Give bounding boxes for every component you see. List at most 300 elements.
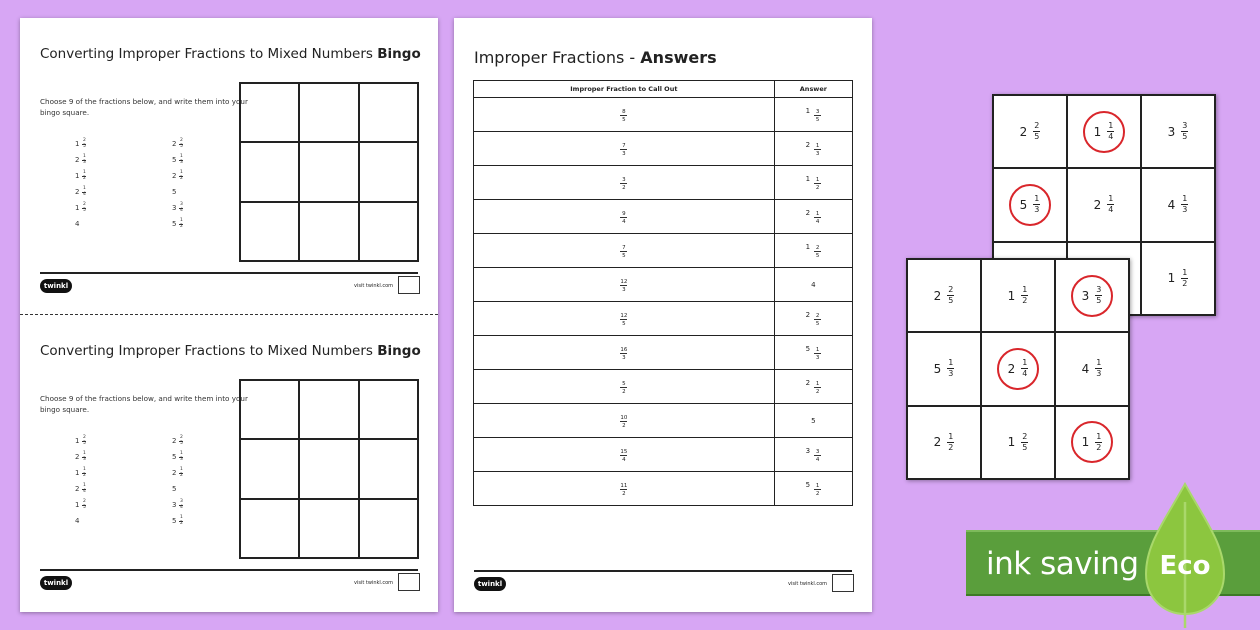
- quality-badge-icon: [398, 276, 420, 294]
- bingo-instructions: Choose 9 of the fractions below, and write them into your bingo square.: [40, 394, 248, 414]
- denominator: 2: [1096, 442, 1102, 452]
- table-row: [474, 132, 853, 166]
- fraction: [82, 436, 86, 446]
- bingo-sheet: [20, 18, 438, 612]
- improper-fraction-cell: [474, 132, 775, 166]
- answers-sheet: [454, 18, 872, 612]
- board-cell: [993, 95, 1067, 168]
- bingo-title: Converting Improper Fractions to Mixed Numbers Bingo: [40, 343, 421, 359]
- table-row: [474, 370, 853, 404]
- list-item: [172, 216, 183, 232]
- fraction: [82, 203, 86, 213]
- visit-link: visit twinkl.com: [354, 283, 394, 289]
- numerator: 1: [1096, 431, 1102, 441]
- improper-fraction-cell: [474, 200, 775, 234]
- fraction: [620, 347, 627, 361]
- numerator: 3: [180, 499, 183, 504]
- numerator: 7: [622, 244, 626, 251]
- fraction: [82, 155, 86, 165]
- whole-number: 1: [805, 242, 811, 251]
- eco-badge-text: Eco: [1159, 551, 1211, 581]
- numerator: 2: [1034, 121, 1040, 131]
- answer-cell: [774, 438, 852, 472]
- board-cell: [907, 406, 981, 479]
- denominator: 4: [1022, 369, 1028, 379]
- whole-number: 1: [75, 140, 80, 148]
- whole-number: 3: [1167, 124, 1176, 139]
- numerator: 1: [1108, 194, 1114, 204]
- denominator: 2: [1182, 278, 1188, 288]
- numerator: 2: [83, 202, 86, 207]
- numerator: 1: [83, 170, 86, 175]
- list-item: [172, 465, 183, 481]
- board-cell: [981, 259, 1055, 332]
- whole-number: 2: [172, 437, 177, 445]
- numerator: 1: [83, 451, 86, 456]
- list-item: [172, 513, 183, 529]
- denominator: 5: [83, 441, 86, 446]
- denominator: 5: [83, 505, 86, 510]
- fraction: [947, 359, 954, 378]
- whole-number: 2: [933, 435, 942, 450]
- denominator: 2: [180, 224, 183, 229]
- fraction: [620, 483, 627, 497]
- numerator: 1: [180, 154, 183, 159]
- answer-cell: [774, 302, 852, 336]
- denominator: 2: [948, 442, 954, 452]
- fraction-bar: [1095, 295, 1102, 296]
- table-row: [474, 336, 853, 370]
- whole-number: 2: [172, 469, 177, 477]
- whole-number: 1: [75, 437, 80, 445]
- fraction: [620, 279, 627, 293]
- whole-number: 2: [1093, 197, 1102, 212]
- numerator: 1: [948, 431, 954, 441]
- board-cell: [981, 406, 1055, 479]
- numerator: 1: [1034, 194, 1040, 204]
- board-cell: [907, 259, 981, 332]
- denominator: 2: [180, 521, 183, 526]
- denominator: 3: [83, 160, 86, 165]
- whole-number: 1: [75, 204, 80, 212]
- whole-number: 4: [75, 517, 80, 525]
- fraction: [1021, 359, 1028, 378]
- bingo-card-bottom: [20, 315, 438, 612]
- fraction-list-b: [172, 136, 183, 232]
- denominator: 4: [622, 456, 626, 463]
- fraction: [179, 500, 183, 510]
- whole-number: 2: [805, 208, 811, 217]
- table-row: [474, 404, 853, 438]
- fraction-list-b: [172, 433, 183, 529]
- fraction: [1021, 286, 1028, 305]
- answer-cell: [774, 234, 852, 268]
- numerator: 1: [180, 467, 183, 472]
- whole-number: 3: [172, 501, 177, 509]
- fraction: [1095, 433, 1102, 452]
- fraction: [82, 187, 86, 197]
- fraction: [1033, 195, 1040, 214]
- improper-fraction-cell: [474, 302, 775, 336]
- denominator: 3: [180, 160, 183, 165]
- answer-cell: [774, 268, 852, 302]
- fraction: [814, 381, 821, 395]
- whole-number: 4: [75, 220, 80, 228]
- whole-number: 1: [1007, 435, 1016, 450]
- numerator: 9: [622, 210, 626, 217]
- denominator: 4: [83, 489, 86, 494]
- whole-number: 4: [1167, 197, 1176, 212]
- denominator: 4: [83, 192, 86, 197]
- fraction: [179, 203, 183, 213]
- fraction: [814, 313, 821, 327]
- fraction: [814, 449, 821, 463]
- numerator: 15: [620, 448, 628, 455]
- fraction: [814, 109, 821, 123]
- eco-leaf-icon: [1144, 482, 1226, 628]
- fraction: [814, 143, 821, 157]
- denominator: 3: [622, 354, 626, 361]
- numerator: 8: [622, 108, 626, 115]
- denominator: 4: [815, 218, 820, 225]
- numerator: 1: [83, 186, 86, 191]
- twinkl-logo: twinkl: [40, 279, 72, 293]
- fraction: [1181, 195, 1188, 214]
- whole-number: 1: [805, 174, 811, 183]
- numerator: 2: [83, 499, 86, 504]
- whole-number: 2: [805, 140, 811, 149]
- numerator: 3: [815, 448, 820, 455]
- board-cell-circled: [981, 332, 1055, 405]
- denominator: 5: [1034, 132, 1040, 142]
- list-item: [75, 481, 86, 497]
- fraction: [947, 286, 954, 305]
- numerator: 1: [815, 142, 820, 149]
- ink-saving-text: ink saving: [986, 546, 1139, 582]
- numerator: 1: [815, 380, 820, 387]
- denominator: 3: [815, 354, 820, 361]
- denominator: 2: [180, 176, 183, 181]
- denominator: 2: [180, 473, 183, 478]
- fraction: [620, 143, 627, 157]
- fraction: [1107, 122, 1114, 141]
- fraction: [179, 155, 183, 165]
- fraction: [620, 245, 627, 259]
- improper-fraction-cell: [474, 234, 775, 268]
- answer-cell: [774, 200, 852, 234]
- numerator: 7: [622, 142, 626, 149]
- denominator: 5: [180, 144, 183, 149]
- list-item: [172, 497, 183, 513]
- board-cell: [907, 332, 981, 405]
- fraction: [620, 381, 627, 395]
- numerator: 1: [815, 482, 820, 489]
- whole-number: 1: [75, 172, 80, 180]
- bingo-title: Converting Improper Fractions to Mixed Numbers Bingo: [40, 46, 421, 62]
- board-cell-circled: [1067, 95, 1141, 168]
- fraction: [82, 500, 86, 510]
- fraction: [814, 177, 821, 191]
- numerator: 1: [948, 358, 954, 368]
- fraction: [82, 171, 86, 181]
- board-cell: [1055, 332, 1129, 405]
- whole-number: 3: [1081, 288, 1090, 303]
- denominator: 5: [83, 208, 86, 213]
- quality-badge-icon: [398, 573, 420, 591]
- denominator: 3: [622, 150, 626, 157]
- fraction: [620, 313, 627, 327]
- answer-cell: [774, 370, 852, 404]
- whole-number: 5: [172, 453, 177, 461]
- table-row: [474, 98, 853, 132]
- table-row: [474, 302, 853, 336]
- denominator: 5: [1182, 132, 1188, 142]
- fraction: [1181, 122, 1188, 141]
- fraction: [814, 211, 821, 225]
- improper-fraction-cell: [474, 404, 775, 438]
- fraction: [179, 516, 183, 526]
- whole-number: 1: [1007, 288, 1016, 303]
- list-item: [75, 449, 86, 465]
- numerator: 2: [83, 138, 86, 143]
- denominator: 2: [83, 176, 86, 181]
- improper-fraction-cell: [474, 370, 775, 404]
- whole-number: 1: [1093, 124, 1102, 139]
- fraction: [814, 483, 821, 497]
- numerator: 16: [620, 346, 628, 353]
- col-header-fraction: Improper Fraction to Call Out: [474, 81, 775, 98]
- denominator: 2: [622, 422, 626, 429]
- whole-number: 3: [805, 446, 811, 455]
- numerator: 2: [1022, 431, 1028, 441]
- numerator: 1: [1108, 121, 1114, 131]
- footer-line: [474, 570, 852, 572]
- numerator: 1: [1096, 358, 1102, 368]
- col-header-answer: Answer: [774, 81, 852, 98]
- denominator: 5: [622, 116, 626, 123]
- fraction: [1095, 359, 1102, 378]
- numerator: 1: [180, 170, 183, 175]
- fraction: [82, 468, 86, 478]
- whole-number: 4: [1081, 361, 1090, 376]
- denominator: 3: [1182, 205, 1188, 215]
- numerator: 1: [1182, 194, 1188, 204]
- whole-number: 2: [75, 453, 80, 461]
- fraction: [179, 171, 183, 181]
- fraction: [620, 211, 627, 225]
- board-cell: [1141, 242, 1215, 315]
- whole-number: 2: [933, 288, 942, 303]
- numerator: 1: [180, 515, 183, 520]
- denominator: 5: [948, 296, 954, 306]
- numerator: 3: [622, 176, 626, 183]
- board-cell-circled: [1055, 406, 1129, 479]
- list-item: [172, 184, 183, 200]
- numerator: 2: [815, 244, 820, 251]
- numerator: 1: [180, 218, 183, 223]
- list-item: [75, 200, 86, 216]
- whole-number: 3: [172, 204, 177, 212]
- numerator: 3: [815, 108, 820, 115]
- whole-number: 1: [75, 469, 80, 477]
- numerator: 1: [815, 176, 820, 183]
- whole-number: 5: [811, 416, 816, 425]
- fraction-bar: [1095, 442, 1102, 443]
- whole-number: 2: [75, 485, 80, 493]
- numerator: 1: [1022, 358, 1028, 368]
- whole-number: 5: [933, 361, 942, 376]
- answer-cell: [774, 98, 852, 132]
- fraction-list-a: [75, 136, 86, 232]
- whole-number: 5: [172, 485, 177, 493]
- whole-number: 1: [805, 106, 811, 115]
- denominator: 5: [180, 441, 183, 446]
- visit-link: visit twinkl.com: [788, 581, 828, 587]
- fraction: [620, 415, 627, 429]
- list-item: [172, 449, 183, 465]
- denominator: 5: [815, 252, 820, 259]
- denominator: 4: [180, 208, 183, 213]
- list-item: [172, 433, 183, 449]
- whole-number: 5: [1019, 197, 1028, 212]
- whole-number: 2: [805, 310, 811, 319]
- list-item: [75, 136, 86, 152]
- numerator: 1: [1182, 267, 1188, 277]
- bingo-card-top: [20, 18, 438, 315]
- denominator: 2: [815, 490, 820, 497]
- fraction: [179, 452, 183, 462]
- list-item: [75, 216, 86, 232]
- table-row: [474, 166, 853, 200]
- numerator: 5: [622, 380, 626, 387]
- denominator: 2: [622, 388, 626, 395]
- fraction: [179, 219, 183, 229]
- whole-number: 5: [805, 344, 811, 353]
- denominator: 3: [948, 369, 954, 379]
- footer-line: [40, 569, 418, 571]
- list-item: [172, 152, 183, 168]
- improper-fraction-cell: [474, 472, 775, 506]
- board-cell-circled: [993, 168, 1067, 241]
- denominator: 3: [180, 457, 183, 462]
- whole-number: 5: [172, 517, 177, 525]
- fraction: [82, 452, 86, 462]
- list-item: [75, 184, 86, 200]
- fraction: [1181, 269, 1188, 288]
- denominator: 2: [815, 388, 820, 395]
- list-item: [75, 465, 86, 481]
- bingo-board-front: [906, 258, 1130, 480]
- list-item: [172, 136, 183, 152]
- twinkl-logo: twinkl: [474, 577, 506, 591]
- fraction: [814, 347, 821, 361]
- table-row: [474, 268, 853, 302]
- denominator: 2: [83, 473, 86, 478]
- denominator: 2: [1022, 296, 1028, 306]
- fraction: [1033, 122, 1040, 141]
- bingo-grid: [239, 379, 419, 559]
- list-item: [172, 168, 183, 184]
- numerator: 11: [620, 482, 628, 489]
- whole-number: 2: [75, 188, 80, 196]
- table-row: [474, 472, 853, 506]
- numerator: 2: [180, 435, 183, 440]
- numerator: 1: [83, 483, 86, 488]
- numerator: 2: [180, 138, 183, 143]
- numerator: 3: [1182, 121, 1188, 131]
- fraction: [179, 468, 183, 478]
- board-cell: [1067, 168, 1141, 241]
- fraction: [814, 245, 821, 259]
- numerator: 1: [815, 346, 820, 353]
- visit-link: visit twinkl.com: [354, 580, 394, 586]
- whole-number: 1: [1167, 271, 1176, 286]
- fraction: [179, 139, 183, 149]
- denominator: 5: [1096, 296, 1102, 306]
- improper-fraction-cell: [474, 336, 775, 370]
- improper-fraction-cell: [474, 438, 775, 472]
- fraction: [1021, 433, 1028, 452]
- improper-fraction-cell: [474, 98, 775, 132]
- whole-number: 2: [805, 378, 811, 387]
- numerator: 2: [815, 312, 820, 319]
- fraction: [82, 484, 86, 494]
- fraction-bar: [1107, 131, 1114, 132]
- answer-cell: [774, 472, 852, 506]
- list-item: [75, 497, 86, 513]
- table-row: [474, 200, 853, 234]
- fraction: [620, 109, 627, 123]
- fraction: [620, 449, 627, 463]
- denominator: 5: [1022, 442, 1028, 452]
- numerator: 3: [1096, 285, 1102, 295]
- denominator: 3: [815, 150, 820, 157]
- bingo-grid: [239, 82, 419, 262]
- denominator: 3: [1096, 369, 1102, 379]
- whole-number: 2: [1019, 124, 1028, 139]
- fraction: [179, 436, 183, 446]
- denominator: 4: [815, 456, 820, 463]
- numerator: 1: [83, 154, 86, 159]
- bingo-instructions: Choose 9 of the fractions below, and write them into your bingo square.: [40, 97, 248, 117]
- improper-fraction-cell: [474, 166, 775, 200]
- fraction-bar: [1033, 204, 1040, 205]
- list-item: [172, 200, 183, 216]
- board-cell-circled: [1055, 259, 1129, 332]
- denominator: 3: [1034, 205, 1040, 215]
- fraction: [947, 433, 954, 452]
- whole-number: 5: [172, 156, 177, 164]
- fraction-bar: [1021, 368, 1028, 369]
- numerator: 10: [620, 414, 628, 421]
- fraction-list-a: [75, 433, 86, 529]
- numerator: 2: [83, 435, 86, 440]
- denominator: 4: [1108, 205, 1114, 215]
- denominator: 5: [622, 320, 626, 327]
- denominator: 2: [815, 184, 820, 191]
- denominator: 4: [180, 505, 183, 510]
- numerator: 12: [620, 312, 628, 319]
- improper-fraction-cell: [474, 268, 775, 302]
- list-item: [75, 513, 86, 529]
- numerator: 1: [1022, 285, 1028, 295]
- whole-number: 2: [1007, 361, 1016, 376]
- board-cell: [1141, 168, 1215, 241]
- footer-line: [40, 272, 418, 274]
- denominator: 3: [622, 286, 626, 293]
- denominator: 3: [83, 457, 86, 462]
- whole-number: 2: [172, 172, 177, 180]
